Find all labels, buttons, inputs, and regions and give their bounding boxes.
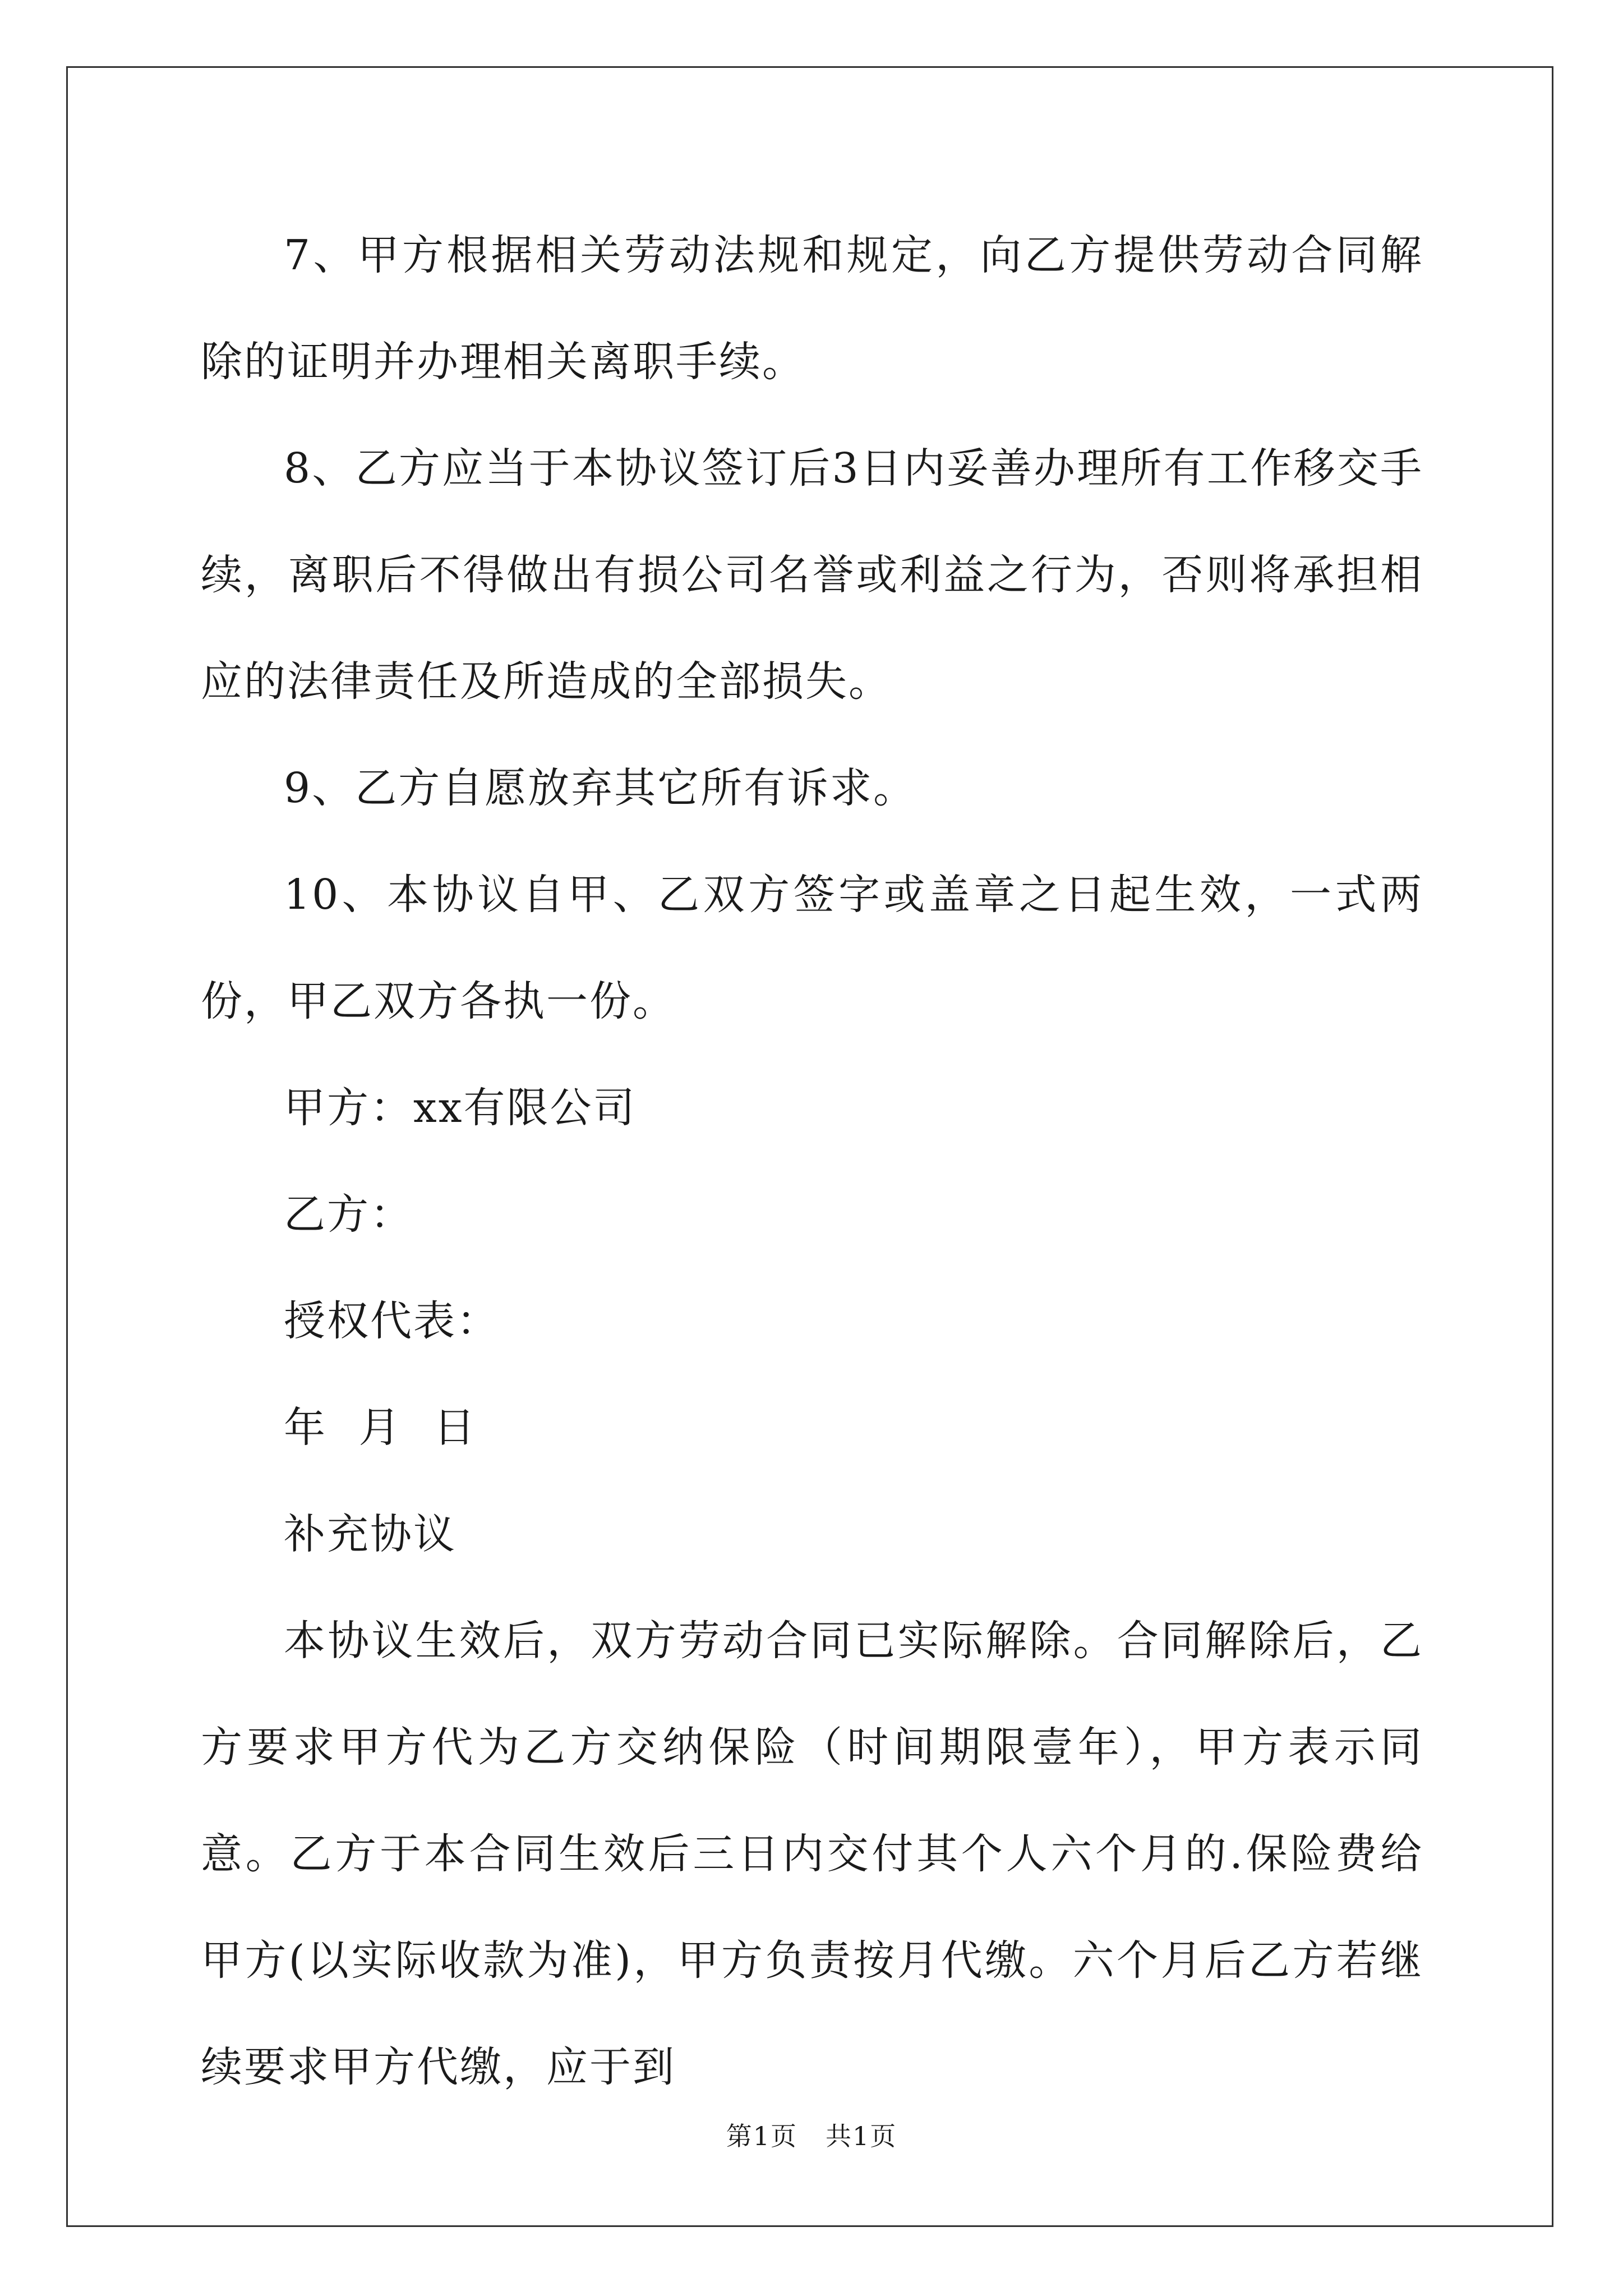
authorized-rep-line: 授权代表： [284,1297,500,1345]
party-b-line: 乙方： [284,1190,413,1239]
supplement-text: 本协议生效后，双方劳动合同已实际解除。合同解除后，乙方要求甲方代为乙方交纳保险（时间期限壹年），甲方表示同意。乙方于本合同生效后三日内交付其个人六个月的.保险费给甲方(以实际收款为准)，甲方负责按月代缴。六个月后乙方若继续要求甲方代缴，应于到 [201,1617,1423,2091]
clause-7: 7、甲方根据相关劳动法规和规定，向乙方提供劳动合同解除的证明并办理相关离职手续。 [201,231,1423,386]
clause-8: 8、乙方应当于本协议签订后3日内妥善办理所有工作移交手续，离职后不得做出有损公司名誉或利益之行为，否则将承担相应的法律责任及所造成的全部损失。 [201,444,1423,706]
clause-9: 9、乙方自愿放弃其它所有诉求。 [284,764,917,812]
page-footer [0,2116,1623,2153]
document-body [201,202,1423,2120]
page-total: 共1页 [826,2121,897,2151]
supplement-title: 补充协议 [284,1510,457,1558]
date-line: 年 月 日 [284,1404,477,1452]
page-current: 第1页 [726,2121,797,2151]
party-a-line: 甲方：xx有限公司 [284,1084,637,1132]
clause-10: 10、本协议自甲、乙双方签字或盖章之日起生效，一式两份，甲乙双方各执一份。 [201,871,1423,1025]
